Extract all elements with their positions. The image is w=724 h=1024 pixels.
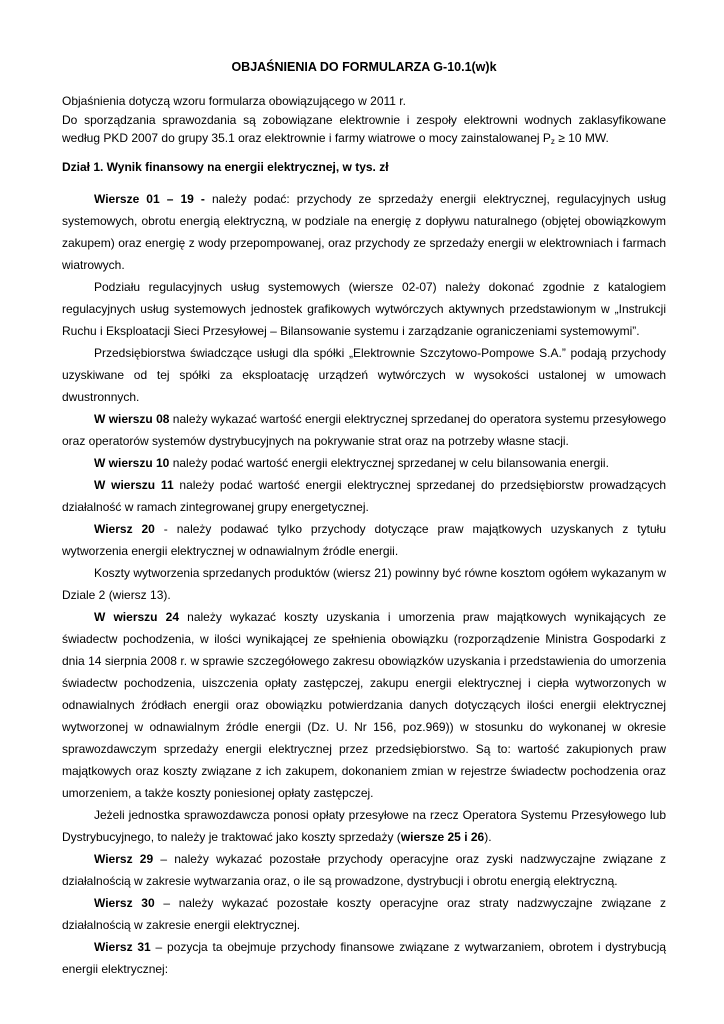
section-heading: Dział 1. Wynik finansowy na energii elektrycznej, w tys. zł [62, 159, 389, 174]
paragraph-lead: W wierszu 08 [94, 411, 170, 426]
paragraph-lead: Wiersz 29 [94, 851, 154, 866]
paragraph [62, 188, 666, 276]
paragraph [62, 848, 666, 892]
intro-line-2 [62, 111, 666, 148]
paragraph [62, 606, 666, 804]
paragraph-lead: Wiersz 31 [94, 939, 151, 954]
paragraph-text: Przedsiębiorstwa świadczące usługi dla spółki „Elektrownie Szczytowo-Pompowe S.A.” podają przychody uzyskiwane od tej spółki za eksploatację urządzeń wytwórczych w wysokości ustalonej w umowach dwustronnych. [62, 345, 666, 404]
paragraph-text: należy wykazać koszty uzyskania i umorzenia praw majątkowych wynikających ze świadectw pochodzenia, w ilości wynikającej ze spełnienia obowiązku (rozporządzenie Ministra Gospodarki z dnia 14 sierpnia 2008 r. w sprawie szczegółowego zakresu obowiązków uzyskania i przedstawienia do umorzenia świadectw pochodzenia, uiszczenia opłaty zastępczej, zakupu energii elektrycznej i ciepła wytworzonych w odnawialnych źródłach energii oraz obowiązku potwierdzania danych dotyczących ilości energii elektrycznej wytworzonej w odnawialnym źródle energii (Dz. U. Nr 156, poz.969)) w stosunku do wykonanej w okresie sprawozdawczym sprzedaży energii elektrycznej przez przedsiębiorstwo. Są to: wartość zakupionych praw majątkowych oraz koszty związane z ich zakupem, dokonaniem zmian w rejestrze świadectw pochodzenia oraz umorzeniem, a także koszty poniesionej opłaty zastępczej. [62, 609, 667, 800]
paragraph-text-end: ). [484, 829, 492, 844]
intro [62, 92, 666, 148]
paragraph-lead: W wierszu 24 [94, 609, 179, 624]
intro-line-2-end: ≥ 10 MW. [554, 131, 609, 145]
intro-line-2-subscript: z [550, 137, 555, 146]
page-title: OBJAŚNIENIA DO FORMULARZA G-10.1(w)k [231, 60, 497, 74]
paragraph [62, 474, 666, 518]
paragraph-inline-bold: wiersze 25 i 26 [400, 829, 485, 844]
paragraph-lead: Wiersze 01 – 19 - [94, 191, 205, 206]
paragraph [62, 936, 666, 980]
paragraph [62, 804, 666, 848]
paragraph-text: – pozycja ta obejmuje przychody finansowe związane z wytwarzaniem, obrotem i dystrybucją energii elektrycznej: [62, 939, 666, 976]
paragraph [62, 892, 666, 936]
paragraph-text: należy podać wartość energii elektrycznej sprzedanej w celu bilansowania energii. [169, 455, 609, 470]
intro-line-1: Objaśnienia dotyczą wzoru formularza obowiązującego w 2011 r. [62, 94, 406, 108]
paragraph-text: należy wykazać wartość energii elektrycznej sprzedanej do operatora systemu przesyłowego oraz operatorów systemów dystrybucyjnych na pokrywanie strat oraz na potrzeby własne stacji. [62, 411, 666, 448]
document-page [62, 58, 666, 980]
paragraph-text: – należy wykazać pozostałe koszty operacyjne oraz straty nadzwyczajne związane z działalnością w zakresie energii elektrycznej. [62, 895, 666, 932]
paragraph [62, 342, 666, 408]
paragraph-text: Jeżeli jednostka sprawozdawcza ponosi opłaty przesyłowe na rzecz Operatora Systemu Przesyłowego lub Dystrybucyjnego, to należy je traktować jako koszty sprzedaży ( [62, 807, 666, 844]
paragraph-text: Podziału regulacyjnych usług systemowych (wiersze 02-07) należy dokonać zgodnie z katalogiem regulacyjnych usług systemowych jednostek grafikowych wytwórczych aktywnych przedstawionym w „Instrukcji Ruchu i Eksploatacji Sieci Przesyłowej – Bilansowanie systemu i zarządzanie ograniczeniami systemowymi”. [62, 279, 666, 338]
paragraph-lead: W wierszu 10 [94, 455, 170, 470]
paragraph-lead: W wierszu 11 [94, 477, 174, 492]
paragraph [62, 518, 666, 562]
intro-line-2-text: Do sporządzania sprawozdania są zobowiązane elektrownie i zespoły elektrowni wodnych zaklasyfikowane według PKD 2007 do grupy 35.1 oraz elektrownie i farmy wiatrowe o mocy zainstalowanej P [62, 112, 666, 145]
paragraph [62, 408, 666, 452]
paragraph-lead: Wiersz 20 [94, 521, 155, 536]
paragraph-list [62, 188, 666, 980]
paragraph-text: należy podać wartość energii elektrycznej sprzedanej do przedsiębiorstw prowadzących działalność w ramach zintegrowanej grupy energetycznej. [62, 477, 666, 514]
paragraph [62, 276, 666, 342]
paragraph [62, 562, 666, 606]
paragraph-lead: Wiersz 30 [94, 895, 155, 910]
paragraph-text: – należy wykazać pozostałe przychody operacyjne oraz zyski nadzwyczajne związane z działalnością w zakresie wytwarzania oraz, o ile są prowadzone, dystrybucji i obrotu energią elektryczną. [62, 851, 666, 888]
paragraph-text: - należy podawać tylko przychody dotyczące praw majątkowych uzyskanych z tytułu wytworzenia energii elektrycznej w odnawialnym źródle energii. [62, 521, 666, 558]
paragraph [62, 452, 666, 474]
paragraph-text: Koszty wytworzenia sprzedanych produktów (wiersz 21) powinny być równe kosztom ogółem wykazanym w Dziale 2 (wiersz 13). [62, 565, 666, 602]
paragraph-text: należy podać: przychody ze sprzedaży energii elektrycznej, regulacyjnych usług systemowych, obrotu energią elektryczną, w podziale na energię z dopływu naturalnego (objętej obowiązkowym zakupem) oraz energię z wody przepompowanej, oraz przychody ze sprzedaży energii w elektrowniach i farmach wiatrowych. [62, 191, 666, 272]
